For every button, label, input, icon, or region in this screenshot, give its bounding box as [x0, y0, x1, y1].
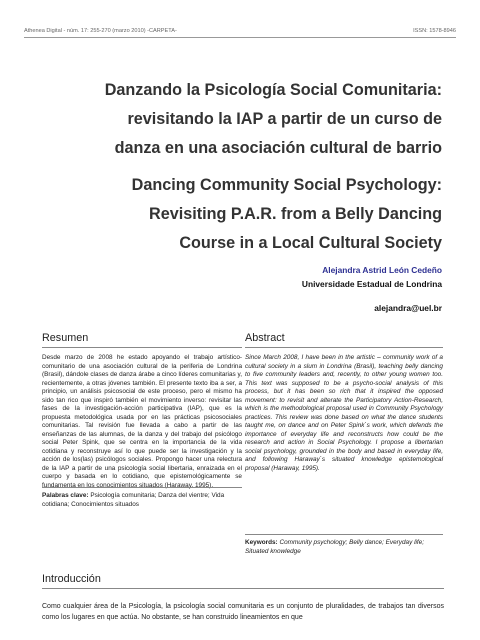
abstract-text: Since March 2008, I have been in the artistic – community work of a cultural society in a slum in Londrina (Brasil), teaching belly dancing to five community leaders and, recently, to other young women too. This text was supposed to be a psycho-social analysis of this process, but it has been so rich that it inspired the opposed movement: to revisit and alterate the Participatory Action-Research, which is the methodological proposal used in Community Psychology practices. This review was done based on what the dance students taught me, on dance and on Peter Spink`s work, which defends the importance of everyday life and reconstructs how could be the research and action in Social Psychology. I propose a libertarian social psychology, grounded in the body and based in everyday life, and following Haraway`s situated knowledge epistemological proposal (Haraway, 1995). [245, 354, 443, 472]
spanish-title-line: Danzando la Psicología Social Comunitaria: [104, 81, 442, 99]
issn: ISSN: 1578-8946 [413, 28, 456, 34]
author-name: Alejandra Astrid León Cedeño [322, 265, 442, 275]
author-block [302, 265, 442, 313]
palabras-clave-text: Psicología comunitaria; Danza del vientre; Vida cotidiana; Conocimientos situados [42, 492, 225, 508]
resumen-heading: Resumen [42, 332, 242, 348]
journal-citation: Athenea Digital - núm. 17: 255-270 (marzo 2010) -CARPETA- [24, 28, 177, 34]
introduccion-heading: Introducción [42, 573, 444, 589]
english-title-line: Dancing Community Social Psychology: [131, 176, 442, 194]
english-title-line: Course in a Local Cultural Society [179, 234, 442, 252]
running-header [24, 28, 456, 38]
introduccion-text: Como cualquier área de la Psicología, la psicología social comunitaria es un conjunto de pluralidades, de trabajos tan diversos como los lugares en que actúa. No obstante, se han construido lineamientos en que [42, 603, 444, 621]
palabras-clave [42, 487, 242, 509]
title-block [52, 76, 442, 258]
resumen-text: Desde marzo de 2008 he estado apoyando el trabajo artístico-comunitario de una asociación cultural de la periferia de Londrina (Brasil), dándole clases de danza árabe a cinco líderes comunitarias y, recientemente, a otras jóvenes también. El presente texto iba a ser, a principio, un análisis psicosocial de este proceso, pero el mismo ha sido tan rico que inspiró también el movimiento inverso: revisitar las fases de la investigación-acción participativa (IAP), que es la propuesta metodológica usada por en las prácticas psicosociales comunitarias. Tal revisión fue llevada a cabo a partir de las enseñanzas de las alumnas, de la danza y del trabajo del psicólogo social Peter Spink, que se centra en la importancia de la vida cotidiana y reconstruye así lo que puede ser la investigación y la acción de los(las) psicólogos sociales. Propongo hacer una relectura de la IAP a partir de una psicología social libertaria, enraizada en el cuerpo y basada en lo cotidiano, que epistemológicamente se fundamenta en los conocimientos situados (Haraway, 1995). [42, 354, 242, 489]
keywords-text: Community psychology; Belly dance; Everyday life; Situated knowledge [245, 539, 425, 555]
english-title-line: Revisiting P.A.R. from a Belly Dancing [149, 205, 442, 223]
spanish-title-line: revisitando la IAP a partir de un curso de [127, 110, 442, 128]
author-affiliation: Universidade Estadual de Londrina [301, 279, 442, 289]
abstract-section [245, 332, 443, 473]
english-title [52, 171, 442, 258]
spanish-title [52, 76, 442, 163]
spanish-title-line: danza en una asociación cultural de barrio [114, 139, 442, 157]
keywords [245, 534, 443, 556]
keywords-label: Keywords: [245, 539, 278, 546]
author-email[interactable]: alejandra@uel.br [374, 303, 442, 313]
abstract-heading: Abstract [245, 332, 443, 348]
resumen-section [42, 332, 242, 490]
palabras-clave-label: Palabras clave: [42, 492, 89, 499]
